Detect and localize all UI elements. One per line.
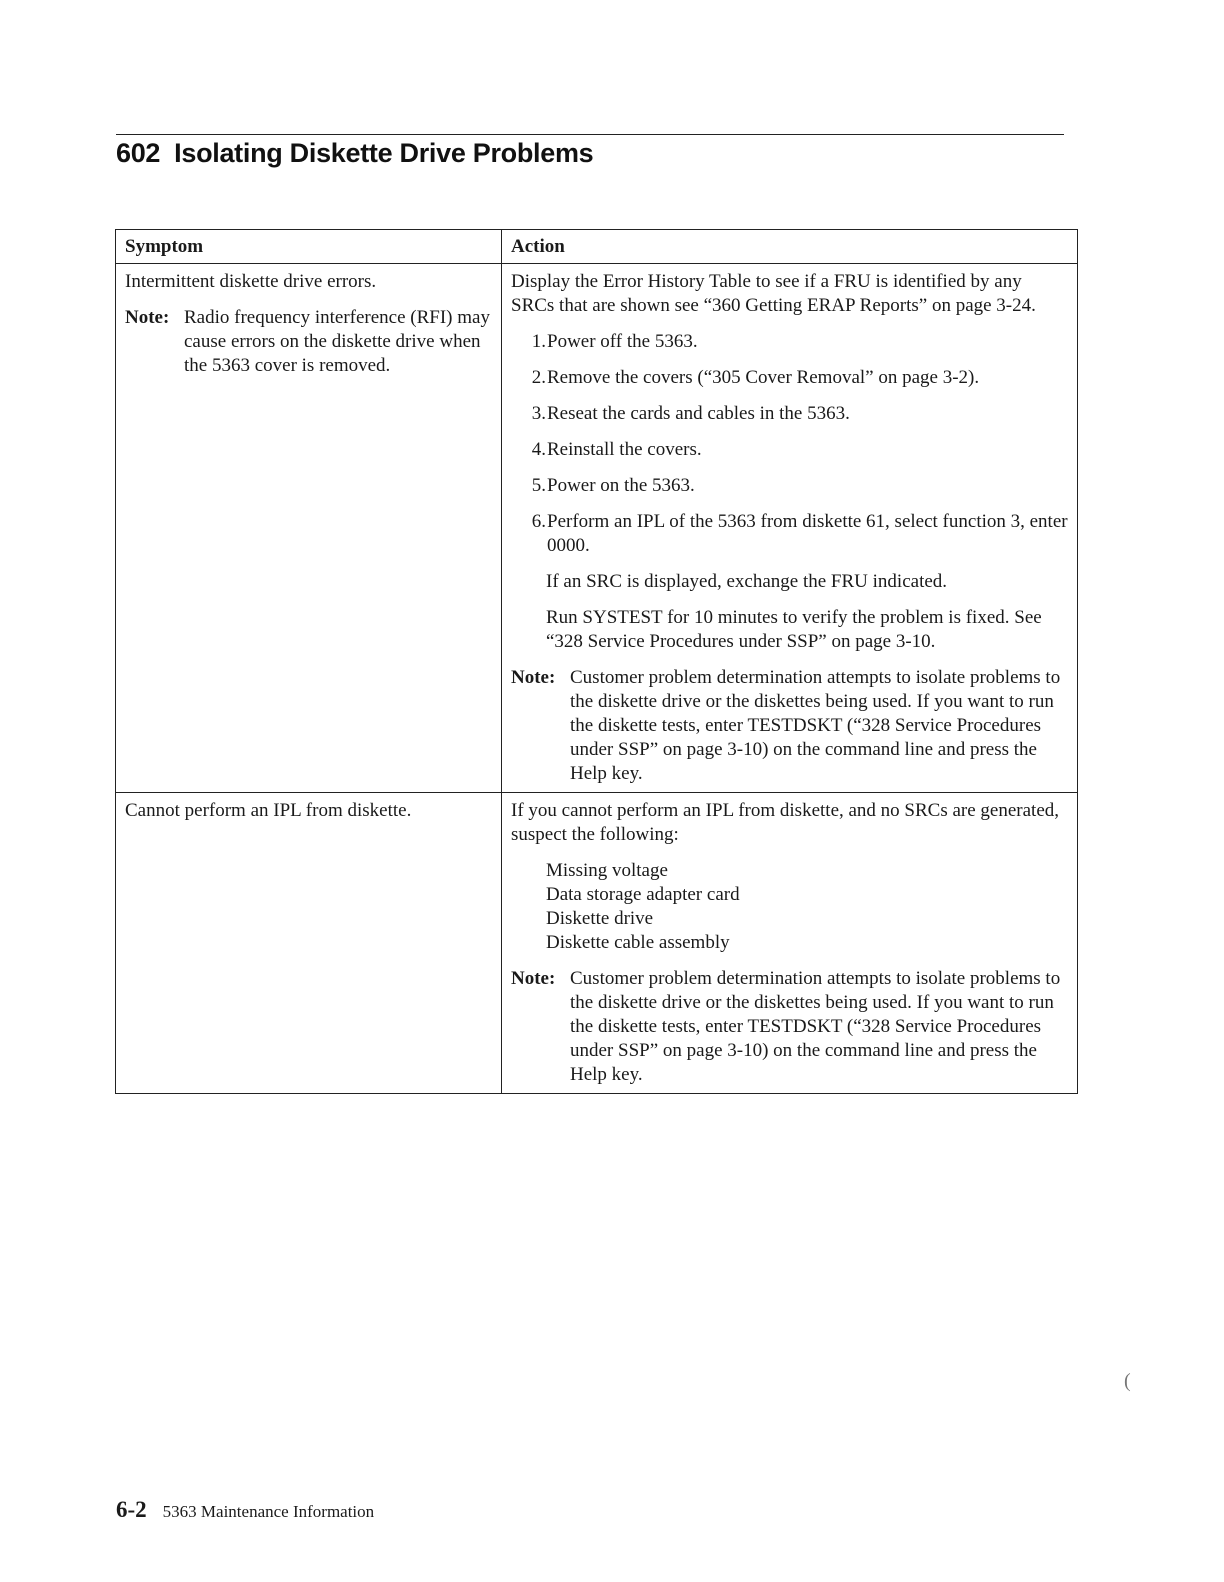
action-note — [511, 666, 1068, 786]
step-text: Power off the 5363. — [547, 331, 698, 352]
symptom-column-header: Symptom — [116, 230, 502, 264]
step-followup: If an SRC is displayed, exchange the FRU indicated. — [546, 571, 948, 592]
symptom-action-table — [115, 229, 1078, 1094]
action-intro: If you cannot perform an IPL from diskette, and no SRCs are generated, suspect the following: — [511, 800, 1060, 845]
heading-rule — [116, 134, 1064, 135]
list-item: Diskette cable assembly — [546, 932, 730, 953]
list-item — [511, 474, 1068, 498]
symptom-text: Intermittent diskette drive errors. — [125, 271, 377, 292]
note-label: Note: — [125, 307, 170, 328]
step-text: Power on the 5363. — [547, 475, 695, 496]
step-followup: Run SYSTEST for 10 minutes to verify the problem is fixed. See “328 Service Procedures under SSP” on page 3-10. — [546, 607, 1042, 652]
step-number: 1. — [531, 331, 546, 352]
symptom-note — [125, 306, 492, 378]
list-item — [511, 438, 1068, 462]
step-text: Reinstall the covers. — [547, 439, 702, 460]
step-number: 5. — [531, 475, 546, 496]
list-item: Missing voltage — [546, 860, 668, 881]
note-text: Customer problem determination attempts to isolate problems to the diskette drive or the diskettes being used. If you want to run the diskette tests, enter TESTDSKT (“328 Service Procedures under SSP” on page 3-10) on the command line and press the Help key. — [570, 667, 1061, 784]
table-header-row — [116, 230, 1078, 264]
note-label: Note: — [511, 667, 556, 688]
list-item — [511, 366, 1068, 390]
action-cell — [502, 793, 1078, 1094]
symptom-cell — [116, 264, 502, 793]
table-row — [116, 793, 1078, 1094]
step-number: 4. — [531, 439, 546, 460]
action-column-header: Action — [502, 230, 1078, 264]
margin-mark: ( — [1124, 1370, 1131, 1392]
action-note — [511, 967, 1068, 1087]
step-number: 6. — [531, 511, 546, 532]
page-footer — [116, 1497, 374, 1523]
list-item — [511, 330, 1068, 354]
note-text: Radio frequency interference (RFI) may cause errors on the diskette drive when the 5363 cover is removed. — [184, 307, 490, 376]
symptom-text: Cannot perform an IPL from diskette. — [125, 800, 412, 821]
section-number: 602 — [116, 138, 161, 168]
step-text: Perform an IPL of the 5363 from diskette 61, select function 3, enter 0000. — [547, 511, 1068, 556]
list-item: Diskette drive — [546, 908, 654, 929]
table-row — [116, 264, 1078, 793]
list-item — [511, 510, 1068, 558]
list-item — [511, 402, 1068, 426]
list-item: Data storage adapter card — [546, 884, 740, 905]
note-label: Note: — [511, 968, 556, 989]
step-number: 2. — [531, 367, 546, 388]
step-number: 3. — [531, 403, 546, 424]
book-title: 5363 Maintenance Information — [162, 1502, 375, 1521]
suspect-list — [546, 859, 1068, 955]
action-intro: Display the Error History Table to see if a FRU is identified by any SRCs that are shown see “360 Getting ERAP Reports” on page 3-24. — [511, 271, 1036, 316]
step-text: Reseat the cards and cables in the 5363. — [547, 403, 850, 424]
symptom-cell — [116, 793, 502, 1094]
note-text: Customer problem determination attempts to isolate problems to the diskette drive or the diskettes being used. If you want to run the diskette tests, enter TESTDSKT (“328 Service Procedures under SSP” on page 3-10) on the command line and press the Help key. — [570, 968, 1061, 1085]
procedure-steps — [511, 330, 1068, 558]
section-title: Isolating Diskette Drive Problems — [174, 138, 594, 168]
page-number: 6-2 — [116, 1497, 147, 1522]
section-heading — [116, 138, 593, 169]
action-cell — [502, 264, 1078, 793]
step-text: Remove the covers (“305 Cover Removal” on page 3-2). — [547, 367, 980, 388]
